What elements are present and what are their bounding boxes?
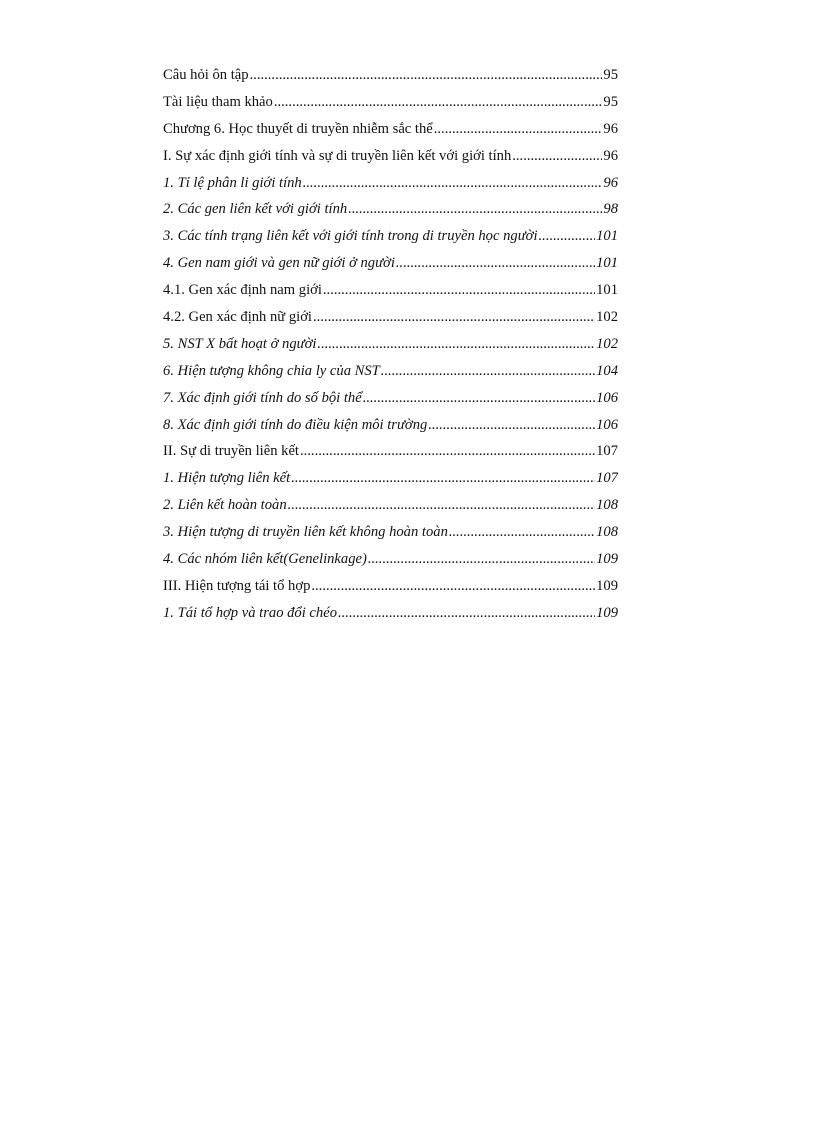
toc-entry[interactable] — [163, 196, 618, 223]
toc-entry-title: 4.2. Gen xác định nữ giới — [163, 309, 312, 326]
toc-entry-title: 3. Các tính trạng liên kết với giới tính trong di truyền học người — [163, 228, 538, 245]
toc-entry[interactable] — [163, 600, 618, 627]
toc-entry-page: 102 — [596, 335, 618, 352]
toc-leader-dots — [288, 492, 595, 519]
toc-entry-title: 2. Các gen liên kết với giới tính — [163, 201, 348, 218]
toc-leader-dots — [303, 170, 603, 197]
toc-leader-dots — [539, 223, 596, 250]
toc-entry-title: 7. Xác định giới tính do số bội thể — [163, 389, 362, 406]
toc-entry-page: 107 — [596, 443, 618, 460]
toc-entry[interactable] — [163, 573, 618, 600]
toc-leader-dots — [396, 250, 595, 277]
toc-entry-title: III. Hiện tượng tái tổ hợp — [163, 577, 311, 594]
toc-entry-page: 96 — [603, 147, 618, 164]
toc-leader-dots — [348, 196, 602, 223]
toc-entry-title: 3. Hiện tượng di truyền liên kết không hoàn toàn — [163, 524, 448, 541]
toc-leader-dots — [300, 438, 595, 465]
toc-leader-dots — [381, 358, 595, 385]
toc-entry-page: 104 — [596, 362, 618, 379]
toc-entry-page: 108 — [596, 524, 618, 541]
toc-leader-dots — [313, 304, 595, 331]
toc-entry-title: 2. Liên kết hoàn toàn — [163, 497, 287, 514]
toc-entry[interactable] — [163, 116, 618, 143]
toc-entry[interactable] — [163, 62, 618, 89]
toc-entry-title: II. Sự di truyền liên kết — [163, 443, 299, 460]
toc-leader-dots — [368, 546, 595, 573]
toc-leader-dots — [323, 277, 595, 304]
toc-entry-title: Câu hỏi ôn tập — [163, 67, 249, 83]
toc-entry-title: 4.1. Gen xác định nam giới — [163, 282, 322, 299]
toc-entry-page: 96 — [603, 174, 618, 191]
toc-entry-page: 95 — [603, 67, 618, 83]
toc-entry[interactable] — [163, 546, 618, 573]
toc-entry-title: I. Sự xác định giới tính và sự di truyền liên kết với giới tính — [163, 147, 512, 164]
toc-entry[interactable] — [163, 89, 618, 116]
toc-leader-dots — [338, 600, 595, 627]
toc-leader-dots — [291, 465, 595, 492]
toc-entry-page: 101 — [596, 255, 618, 272]
toc-leader-dots — [434, 116, 603, 143]
toc-entry-title: 4. Gen nam giới và gen nữ giới ở người — [163, 255, 395, 272]
toc-entry-page: 107 — [596, 470, 618, 487]
toc-entry-page: 108 — [596, 497, 618, 514]
toc-entry[interactable] — [163, 492, 618, 519]
toc-entry-page: 101 — [596, 228, 618, 245]
toc-entry[interactable] — [163, 438, 618, 465]
toc-entry[interactable] — [163, 250, 618, 277]
toc-entry-title: Chương 6. Học thuyết di truyền nhiễm sắc thể — [163, 120, 433, 137]
table-of-contents — [163, 62, 618, 627]
toc-entry-page: 98 — [603, 201, 618, 218]
toc-leader-dots — [274, 89, 603, 116]
toc-entry-page: 101 — [596, 282, 618, 299]
toc-leader-dots — [428, 412, 595, 439]
toc-entry-title: 4. Các nhóm liên kết(Genelinkage) — [163, 551, 367, 568]
toc-entry-page: 95 — [603, 93, 618, 110]
toc-leader-dots — [311, 573, 595, 600]
toc-leader-dots — [449, 519, 595, 546]
toc-leader-dots — [363, 385, 595, 412]
toc-entry[interactable] — [163, 358, 618, 385]
toc-entry-page: 109 — [596, 577, 618, 594]
toc-entry[interactable] — [163, 223, 618, 250]
toc-entry[interactable] — [163, 519, 618, 546]
toc-entry[interactable] — [163, 412, 618, 439]
toc-entry-page: 102 — [596, 309, 618, 326]
toc-entry[interactable] — [163, 304, 618, 331]
toc-entry-page: 96 — [603, 120, 618, 137]
toc-entry-page: 109 — [596, 551, 618, 568]
toc-entry[interactable] — [163, 331, 618, 358]
toc-entry-page: 106 — [596, 389, 618, 406]
toc-entry-title: 1. Tỉ lệ phân li giới tính — [163, 174, 302, 191]
toc-leader-dots — [250, 62, 603, 89]
toc-entry-page: 109 — [596, 604, 618, 621]
toc-entry[interactable] — [163, 385, 618, 412]
toc-entry[interactable] — [163, 143, 618, 170]
toc-leader-dots — [512, 143, 602, 170]
toc-entry[interactable] — [163, 277, 618, 304]
toc-entry-title: 6. Hiện tượng không chia ly của NST — [163, 362, 380, 379]
toc-entry[interactable] — [163, 170, 618, 197]
toc-entry-title: 8. Xác định giới tính do điều kiện môi trường — [163, 416, 428, 433]
toc-entry-page: 106 — [596, 416, 618, 433]
toc-entry-title: 1. Tái tổ hợp và trao đổi chéo — [163, 604, 337, 621]
toc-entry-title: 1. Hiện tượng liên kết — [163, 470, 291, 487]
toc-entry[interactable] — [163, 465, 618, 492]
toc-leader-dots — [317, 331, 595, 358]
toc-entry-title: Tài liệu tham khảo — [163, 93, 273, 110]
toc-entry-title: 5. NST X bất hoạt ở người — [163, 335, 317, 352]
